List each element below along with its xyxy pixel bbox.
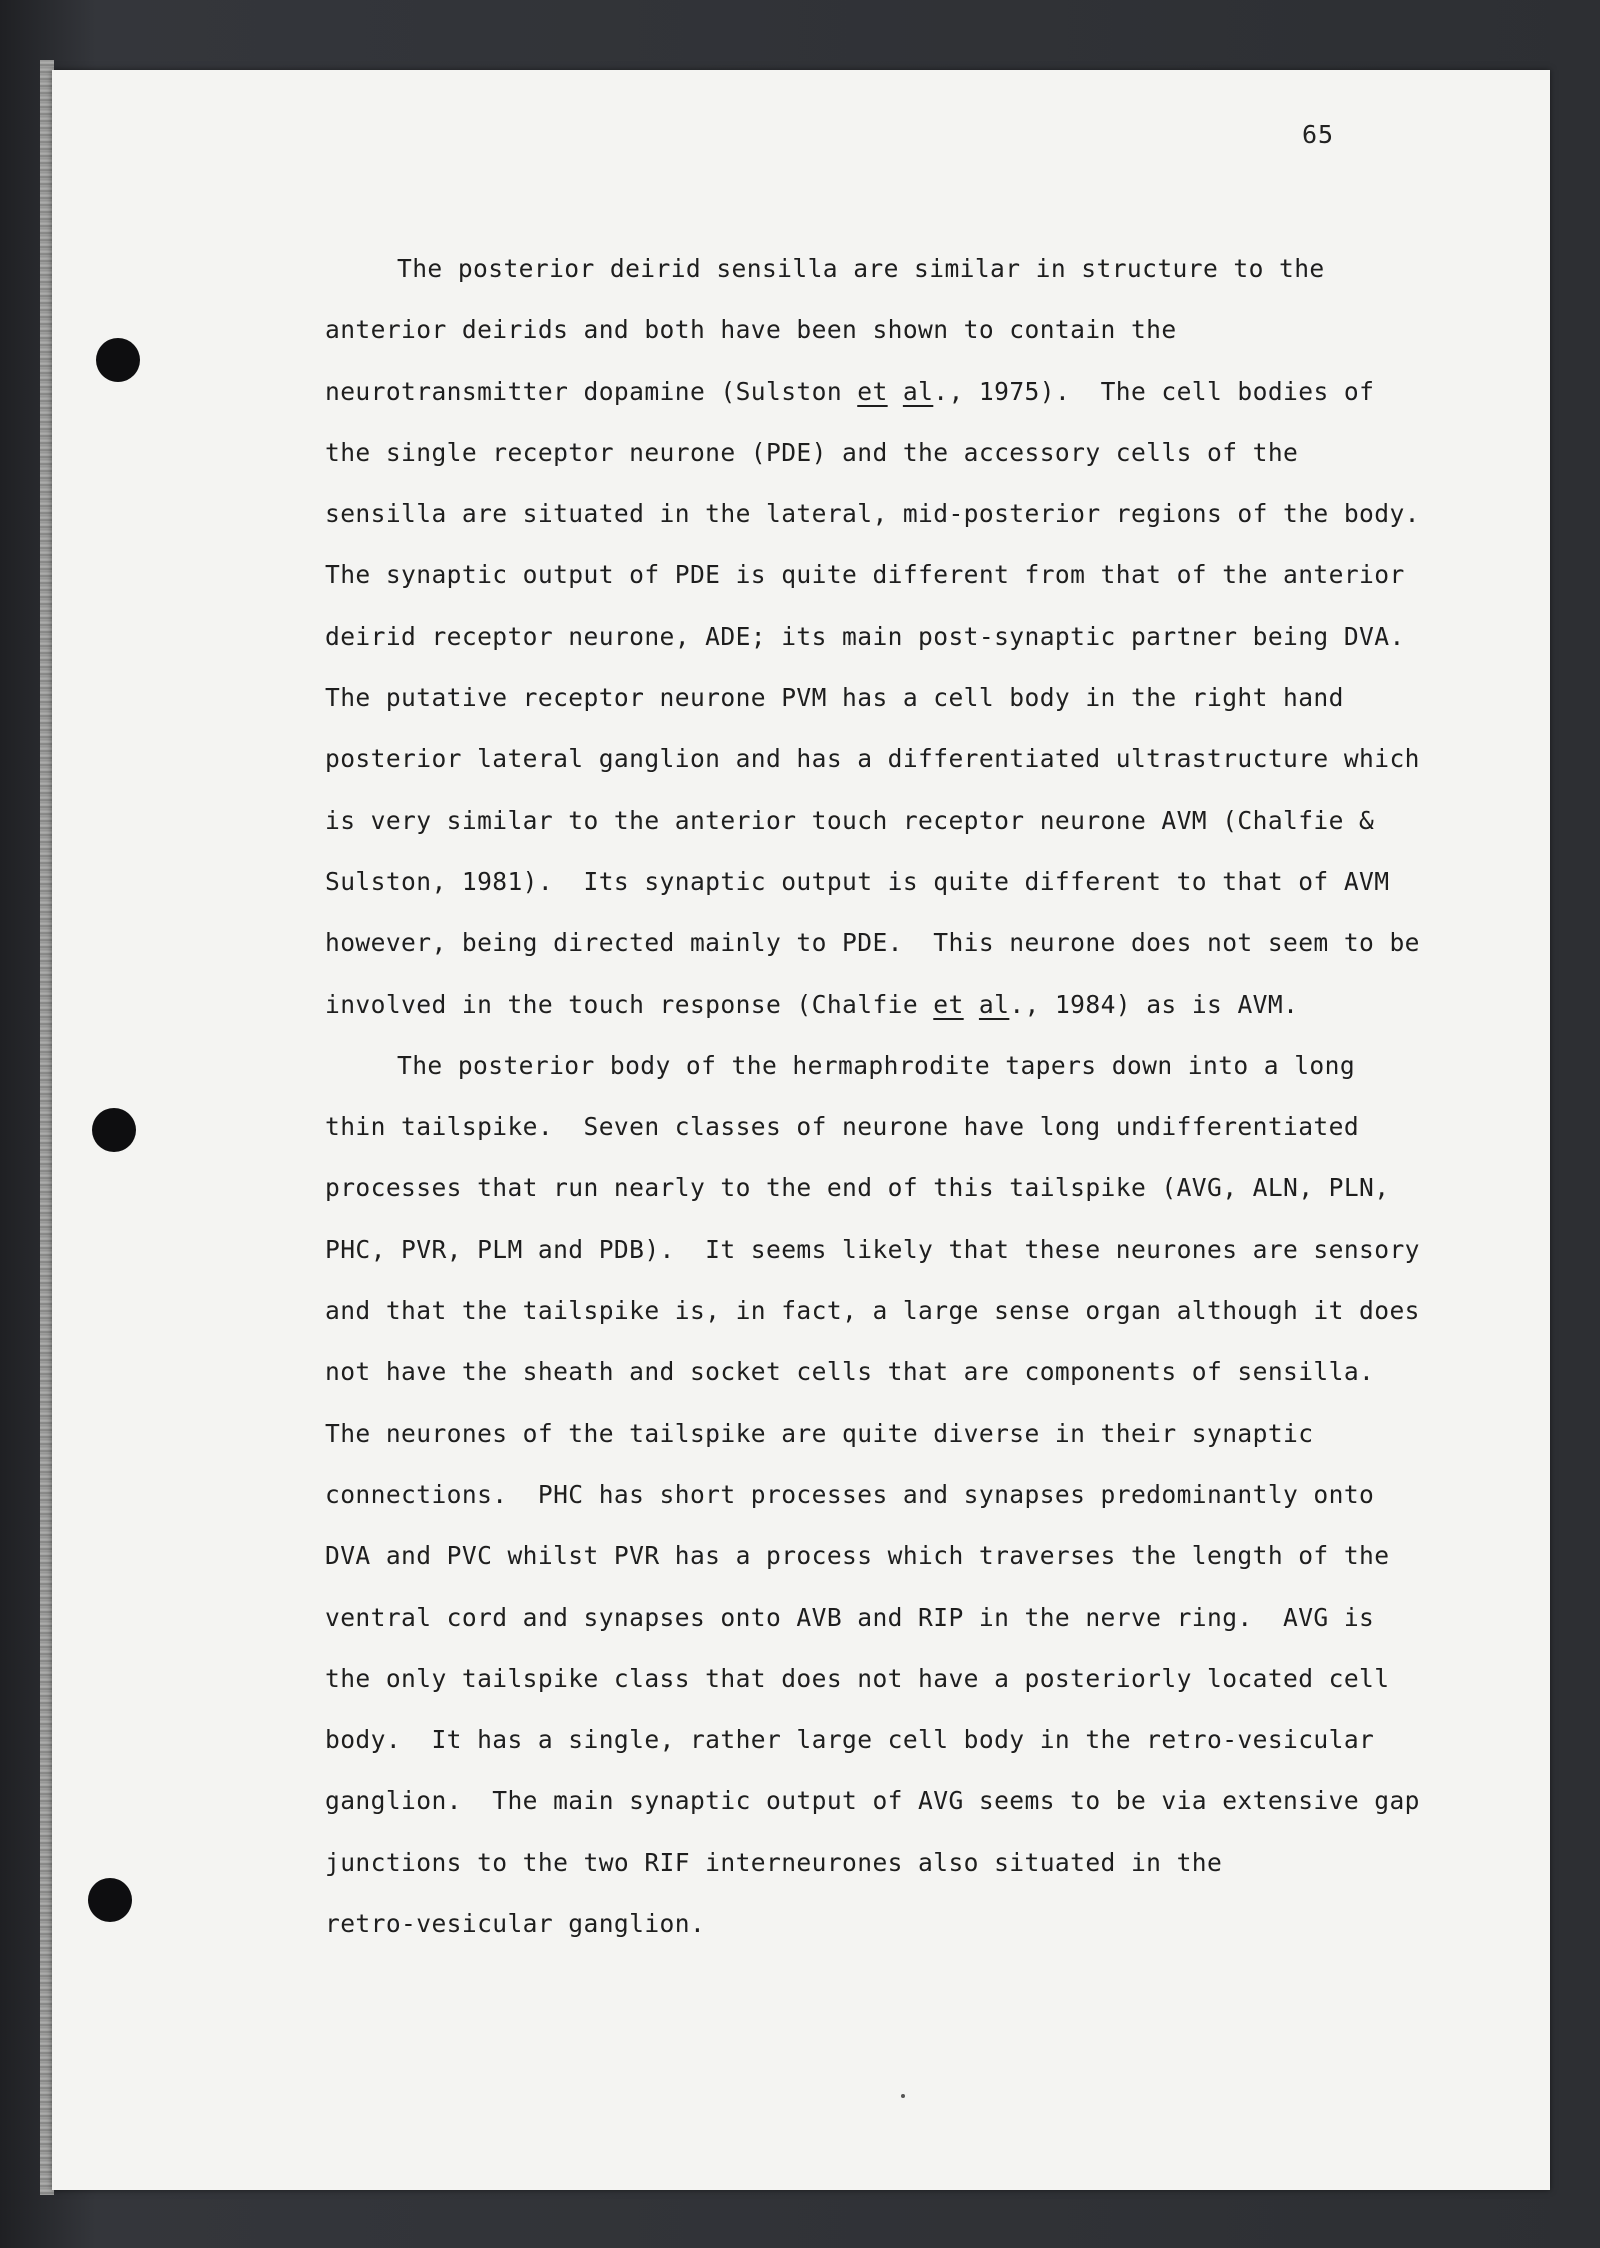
text-segment: deirid receptor neurone, ADE; its main post-synaptic partner being DVA.: [325, 621, 1405, 651]
text-line: [325, 1403, 1455, 1464]
text-line: [325, 606, 1455, 667]
text-line: [325, 1832, 1455, 1893]
underlined-segment: al: [978, 989, 1010, 1019]
text-line: [325, 1770, 1455, 1831]
text-segment: Sulston, 1981). Its synaptic output is quite different to that of AVM: [325, 866, 1390, 896]
text-segment: is very similar to the anterior touch receptor neurone AVM (Chalfie &: [325, 805, 1375, 835]
text-line: [325, 361, 1455, 422]
text-segment: ., 1984) as is AVM.: [1009, 989, 1299, 1019]
text-line: [325, 790, 1455, 851]
text-segment: processes that run nearly to the end of this tailspike (AVG, ALN, PLN,: [325, 1173, 1390, 1203]
text-segment: thin tailspike. Seven classes of neurone have long undifferentiated: [325, 1112, 1360, 1142]
text-segment: sensilla are situated in the lateral, mid-posterior regions of the body.: [325, 499, 1420, 529]
text-line: [325, 1341, 1455, 1402]
text-line: [325, 1587, 1455, 1648]
text-line: [325, 299, 1455, 360]
text-segment: and that the tailspike is, in fact, a large sense organ although it does: [325, 1296, 1420, 1326]
punch-hole-middle: [92, 1108, 136, 1152]
text-segment: PHC, PVR, PLM and PDB). It seems likely that these neurones are sensory: [325, 1234, 1420, 1264]
text-line: [325, 851, 1455, 912]
text-segment: body. It has a single, rather large cell body in the retro-vesicular: [325, 1725, 1375, 1755]
text-line: [325, 422, 1455, 483]
text-segment: The neurones of the tailspike are quite diverse in their synaptic: [325, 1418, 1314, 1448]
stray-mark: [901, 2094, 905, 2098]
text-segment: DVA and PVC whilst PVR has a process which traverses the length of the: [325, 1541, 1390, 1571]
text-line: [325, 1464, 1455, 1525]
text-segment: retro-vesicular ganglion.: [325, 1909, 706, 1939]
text-segment: the only tailspike class that does not have a posteriorly located cell: [325, 1663, 1390, 1693]
text-line: [325, 238, 1455, 299]
text-segment: anterior deirids and both have been shown to contain the: [325, 315, 1177, 345]
text-line: [325, 728, 1455, 789]
text-segment: ., 1975). The cell bodies of: [933, 376, 1375, 406]
text-line: [325, 1035, 1455, 1096]
text-line: [325, 544, 1455, 605]
punch-hole-bottom: [88, 1878, 132, 1922]
text-segment: connections. PHC has short processes and synapses predominantly onto: [325, 1479, 1375, 1509]
text-line: [325, 1280, 1455, 1341]
text-segment: The putative receptor neurone PVM has a cell body in the right hand: [325, 683, 1344, 713]
body-text: [325, 238, 1455, 1954]
text-segment: The posterior body of the hermaphrodite tapers down into a long: [397, 1050, 1356, 1080]
underlined-segment: al: [902, 376, 934, 406]
text-segment: The synaptic output of PDE is quite different from that of the anterior: [325, 560, 1405, 590]
text-line: [325, 1157, 1455, 1218]
text-line: [325, 1648, 1455, 1709]
text-segment: junctions to the two RIF interneurones also situated in the: [325, 1847, 1223, 1877]
text-line: [325, 1525, 1455, 1586]
text-segment: however, being directed mainly to PDE. This neurone does not seem to be: [325, 928, 1420, 958]
text-line: [325, 1893, 1455, 1954]
text-line: [325, 912, 1455, 973]
text-line: [325, 667, 1455, 728]
page-number: 65: [1302, 120, 1335, 149]
text-segment: [888, 377, 903, 406]
text-segment: The posterior deirid sensilla are similar in structure to the: [397, 254, 1325, 283]
text-line: [325, 1096, 1455, 1157]
punch-hole-top: [96, 338, 140, 382]
text-line: [325, 1709, 1455, 1770]
text-segment: involved in the touch response (Chalfie: [325, 989, 934, 1019]
text-segment: ganglion. The main synaptic output of AVG seems to be via extensive gap: [325, 1786, 1420, 1816]
text-line: [325, 483, 1455, 544]
text-segment: the single receptor neurone (PDE) and the accessory cells of the: [325, 437, 1299, 467]
underlined-segment: et: [857, 376, 888, 406]
text-line: [325, 1219, 1455, 1280]
text-line: [325, 974, 1455, 1035]
text-segment: ventral cord and synapses onto AVB and RIP in the nerve ring. AVG is: [325, 1602, 1375, 1632]
underlined-segment: et: [933, 989, 964, 1019]
text-segment: neurotransmitter dopamine (Sulston: [325, 376, 858, 406]
text-segment: posterior lateral ganglion and has a differentiated ultrastructure which: [325, 744, 1420, 774]
text-segment: not have the sheath and socket cells that are components of sensilla.: [325, 1357, 1375, 1387]
text-segment: [964, 990, 979, 1019]
